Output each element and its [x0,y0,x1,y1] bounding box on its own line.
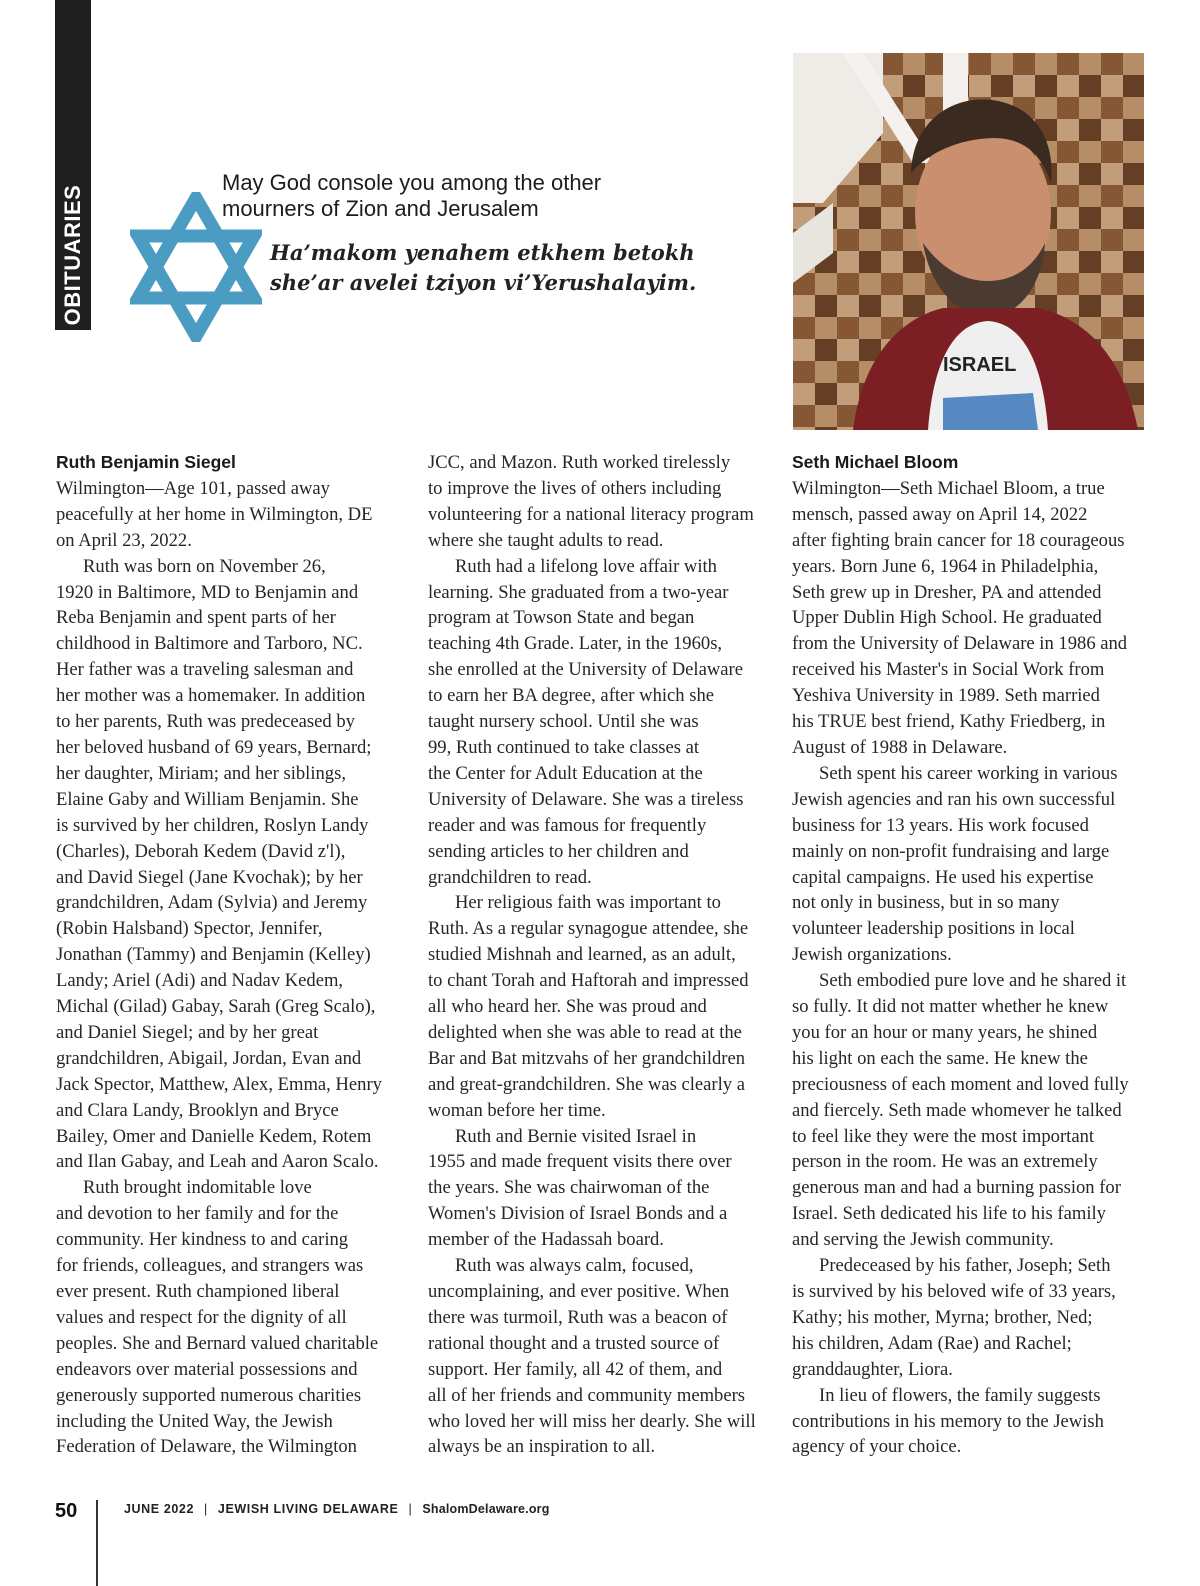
page-number: 50 [55,1500,78,1522]
obituary-column-3 [792,450,1147,1460]
col1-line: endeavors over material possessions and [56,1358,358,1380]
footer-separator: | [204,1502,208,1516]
col3-line: Seth grew up in Dresher, PA and attended [792,581,1102,603]
col2-line: JCC, and Mazon. Ruth worked tirelessly [428,452,731,473]
obituary-column-2 [428,450,778,1460]
col2-line: teaching 4th Grade. Later, in the 1960s, [428,633,723,655]
col2-line: volunteering for a national literacy program [428,503,754,525]
col1-line: and Daniel Siegel; and by her great [56,1021,319,1043]
col1-line: Ruth brought indomitable love [83,1177,312,1199]
col2-line: all of her friends and community members [428,1384,746,1406]
col2-line: University of Delaware. She was a tireless [428,788,744,810]
col1-line: and David Siegel (Jane Kvochak); by her [56,866,363,888]
footer-divider [96,1500,98,1586]
col3-line: and fiercely. Seth made whomever he talked [792,1099,1122,1121]
col1-line: Landy; Ariel (Adi) and Nadav Kedem, [56,970,344,992]
col2-line: uncomplaining, and ever positive. When [428,1281,730,1302]
col3-line: you for an hour or many years, he shined [792,1021,1098,1043]
col3-line: mainly on non-profit fundraising and large [792,840,1110,862]
col2-line: learning. She graduated from a two-year [428,581,729,603]
col1-line: Bailey, Omer and Danielle Kedem, Rotem [56,1125,372,1147]
col1-line: and Clara Landy, Brooklyn and Bryce [56,1099,339,1121]
col1-line: childhood in Baltimore and Tarboro, NC. [56,633,363,655]
col1-line: Michal (Gilad) Gabay, Sarah (Greg Scalo), [56,996,376,1018]
obituary-column-1 [56,450,406,1460]
col3-line: In lieu of flowers, the family suggests [819,1384,1101,1406]
section-tab-label [55,180,91,330]
footer-date: JUNE 2022 [124,1502,195,1516]
consolation-line-2: mourners of Zion and Jerusalem [222,196,539,221]
col2-line: delighted when she was able to read at the [428,1021,742,1043]
col1-line: ever present. Ruth championed liberal [56,1281,340,1302]
col2-line: to earn her BA degree, after which she [428,685,715,707]
col2-line: studied Mishnah and learned, as an adult, [428,944,736,966]
svg-text:ISRAEL: ISRAEL [943,354,1017,376]
col3-line: Kathy; his mother, Myrna; brother, Ned; [792,1306,1093,1328]
portrait-photo [793,53,1144,430]
col3-line: volunteer leadership positions in local [792,918,1075,940]
col1-line: grandchildren, Adam (Sylvia) and Jeremy [56,892,368,914]
col3-line: August of 1988 in Delaware. [792,736,1008,758]
col2-line: 99, Ruth continued to take classes at [428,736,700,758]
col3-line: not only in business, but in so many [792,892,1060,914]
col2-line: taught nursery school. Until she was [428,711,699,733]
col2-line: Ruth and Bernie visited Israel in [455,1125,697,1147]
col2-line: grandchildren to read. [428,866,592,888]
col2-line: where she taught adults to read. [428,529,664,551]
col3-line: capital campaigns. He used his expertise [792,866,1094,888]
col2-line: rational thought and a trusted source of [428,1332,720,1354]
col2-line: Her religious faith was important to [455,892,721,914]
col1-line: for friends, colleagues, and strangers was [56,1255,364,1277]
col2-line: program at Towson State and began [428,607,695,629]
col1-line: Her father was a traveling salesman and [56,659,354,681]
col1-line: to her parents, Ruth was predeceased by [56,711,355,733]
col2-line: support. Her family, all 42 of them, and [428,1358,723,1380]
col2-line: who loved her will miss her dearly. She will [428,1410,756,1432]
col3-line: mensch, passed away on April 14, 2022 [792,503,1088,525]
consolation-line-1: May God console you among the other [222,170,602,195]
col3-line: from the University of Delaware in 1986 and [792,633,1128,655]
col3-line: person in the room. He was an extremely [792,1151,1098,1173]
col1-line: grandchildren, Abigail, Jordan, Evan and [56,1047,362,1069]
col2-line: reader and was famous for frequently [428,814,707,836]
col2-line: Ruth. As a regular synagogue attendee, she [428,918,749,940]
col2-line: all who heard her. She was proud and [428,996,707,1018]
col3-line: Jewish organizations. [792,944,952,966]
col1-line: her daughter, Miriam; and her siblings, [56,762,346,784]
col2-line: Bar and Bat mitzvahs of her grandchildren [428,1047,746,1069]
col1-line: her beloved husband of 69 years, Bernard; [56,736,372,758]
col3-line: so fully. It did not matter whether he knew [792,996,1109,1018]
col3-line: Seth spent his career working in various [819,762,1118,784]
col3-line: Israel. Seth dedicated his life to his family [792,1203,1106,1225]
col3-line: after fighting brain cancer for 18 courageous [792,529,1125,551]
col2-line: the Center for Adult Education at the [428,762,703,784]
col1-line: is survived by her children, Roslyn Landy [56,814,369,836]
footer-info [124,1502,550,1516]
col2-line: always be an inspiration to all. [428,1436,656,1458]
col3-line: preciousness of each moment and loved fully [792,1073,1129,1095]
consolation-heading [222,170,742,222]
col1-line: her mother was a homemaker. In addition [56,685,366,707]
col3-line: his light on each the same. He knew the [792,1047,1088,1069]
col3-line: Seth embodied pure love and he shared it [819,970,1127,992]
col2-line: Ruth was always calm, focused, [455,1255,694,1277]
col2-line: and great-grandchildren. She was clearly a [428,1073,745,1095]
col2-line: to improve the lives of others including [428,477,722,499]
col3-line: Yeshiva University in 1989. Seth married [792,685,1100,707]
col2-line: she enrolled at the University of Delaware [428,659,743,681]
col3-line: his TRUE best friend, Kathy Friedberg, in [792,711,1106,733]
col2-line: there was turmoil, Ruth was a beacon of [428,1306,728,1328]
col2-line: woman before her time. [428,1099,606,1121]
col3-line: received his Master's in Social Work from [792,659,1105,681]
consolation-transliteration [270,238,770,298]
col3-line: contributions in his memory to the Jewish [792,1410,1104,1432]
col1-line: including the United Way, the Jewish [56,1410,333,1432]
col1-line: and Ilan Gabay, and Leah and Aaron Scalo. [56,1151,379,1173]
col1-line: generously supported numerous charities [56,1384,362,1406]
col3-line: is survived by his beloved wife of 33 years, [792,1281,1116,1302]
col1-line: Ruth was born on November 26, [83,555,326,577]
col3-line: Wilmington—Seth Michael Bloom, a true [792,477,1105,499]
col1-line: Jonathan (Tammy) and Benjamin (Kelley) [56,944,371,966]
transliteration-line-1: Ha’makom yenahem etkhem betokh [270,240,695,265]
section-tab-text: OBITUARIES [60,184,85,326]
col3-line: Predeceased by his father, Joseph; Seth [819,1255,1111,1277]
footer-website-link[interactable]: ShalomDelaware.org [422,1502,550,1516]
col1-line: (Robin Halsband) Spector, Jennifer, [56,918,323,940]
col3-line: generous man and had a burning passion for [792,1177,1121,1199]
col2-line: sending articles to her children and [428,840,689,862]
col2-line: to chant Torah and Haftorah and impressed [428,970,749,992]
col3-line: agency of your choice. [792,1436,962,1458]
col1-line: Wilmington—Age 101, passed away [56,477,330,499]
col1-line: community. Her kindness to and caring [56,1229,349,1251]
col3-line: and serving the Jewish community. [792,1229,1054,1251]
col2-line: 1955 and made frequent visits there over [428,1151,732,1173]
col1-line: Elaine Gaby and William Benjamin. She [56,788,359,810]
col3-line: years. Born June 6, 1964 in Philadelphia, [792,555,1099,577]
col3-line: granddaughter, Liora. [792,1358,953,1380]
col2-line: Ruth had a lifelong love affair with [455,555,717,577]
col1-line: and devotion to her family and for the [56,1203,339,1225]
col3-line: Jewish agencies and ran his own successful [792,788,1116,810]
col1-line: 1920 in Baltimore, MD to Benjamin and [56,581,359,603]
col2-line: member of the Hadassah board. [428,1229,664,1251]
col3-line: business for 13 years. His work focused [792,814,1089,836]
footer-separator: | [408,1502,413,1516]
col1-line: Jack Spector, Matthew, Alex, Emma, Henry [56,1073,382,1095]
col1-line: (Charles), Deborah Kedem (David z'l), [56,840,346,862]
footer-publication: JEWISH LIVING DELAWARE [217,1502,399,1516]
transliteration-line-2: she’ar avelei tziyon vi’Yerushalayim. [270,270,697,295]
col1-line: on April 23, 2022. [56,529,192,551]
col1-line: peacefully at her home in Wilmington, DE [56,503,373,525]
col3-line: to feel like they were the most important [792,1125,1095,1147]
col1-line: values and respect for the dignity of all [56,1306,347,1328]
col2-line: the years. She was chairwoman of the [428,1177,710,1199]
col3-line: Upper Dublin High School. He graduated [792,607,1102,629]
col1-line: Federation of Delaware, the Wilmington [56,1436,357,1458]
obituary-name-ruth: Ruth Benjamin Siegel [56,452,236,472]
obituary-name-seth: Seth Michael Bloom [792,452,959,472]
col2-line: Women's Division of Israel Bonds and a [428,1203,728,1225]
col1-line: peoples. She and Bernard valued charitable [56,1332,379,1354]
col3-line: his children, Adam (Rae) and Rachel; [792,1332,1072,1354]
col1-line: Reba Benjamin and spent parts of her [56,607,336,629]
